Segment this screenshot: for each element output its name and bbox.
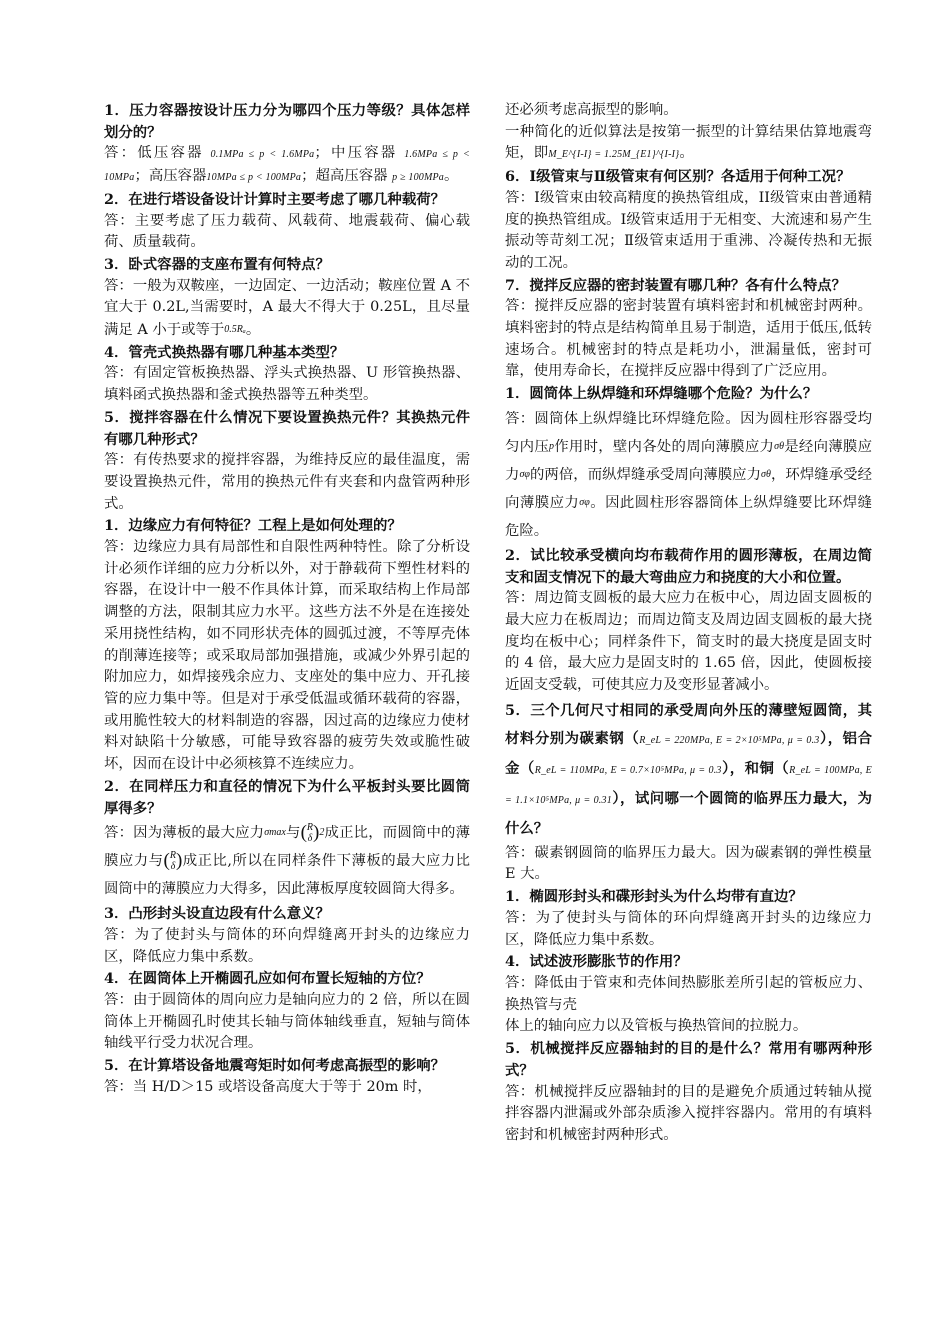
- answer-3: 答：一般为双鞍座，一边固定、一边活动；鞍座位置 A 不宜大于 0.2L,当需要时，A 最大不得大于 0.25L，且尽量满足 A 小于或等于0.5Rₐ。: [104, 277, 470, 339]
- math-sigma-theta: σθ: [761, 468, 771, 480]
- answer-7: 答：因为薄板的最大应力σmax与( R δ )$^2$成正比，而圆筒中的薄膜应力与( R δ )成正比,所以在同样条件下薄板的最大应力比圆筒中的薄膜应力大得多，因此薄板厚度较圆筒大得多。: [104, 822, 470, 898]
- answer-13: 答：圆筒体上纵焊缝比环焊缝危险。因为圆柱形容器受均匀内压p作用时，壁内各处的周向薄膜应力σθ是经向薄膜应力σφ的两倍，而纵焊缝承受周向薄膜应力σθ，环焊缝承受经向薄膜应力σφ。因此圆柱形容器筒体上纵焊缝要比环焊缝危险。: [505, 410, 872, 539]
- answer-10: 答：当 H/D＞15 或塔设备高度大于等于 20m 时，: [104, 1078, 432, 1095]
- math-aluminum-alloy: R_eL = 110MPa, E = 0.7×10⁵MPa, μ = 0.3: [534, 764, 722, 776]
- question-11: 6．Ⅰ级管束与Ⅱ级管束有何区别？各适用于何种工况？: [505, 168, 851, 186]
- question-6: 1．边缘应力有何特征？工程上是如何处理的？: [104, 517, 402, 535]
- question-1: 1．压力容器按设计压力分为哪四个压力等级？具体怎样划分的？: [104, 102, 470, 141]
- question-9: 4．在圆筒体上开椭圆孔应如何布置长短轴的方位？: [104, 970, 431, 988]
- question-13: 1．圆筒体上纵焊缝和环焊缝哪个危险？为什么？: [505, 385, 818, 403]
- answer-8: 答：为了使封头与筒体的环向焊缝离开封头的边缘应力区，降低应力集中系数。: [104, 926, 470, 965]
- answer-1: 答：低压容器 0.1MPa ≤ p < 1.6MPa；中压容器 1.6MPa ≤ p < 10MPa；高压容器10MPa ≤ p < 100MPa；超高压容器 p ≥ 100MPa。: [104, 145, 471, 185]
- question-12: 7．搅拌反应器的密封装置有哪几种？各有什么特点？: [505, 276, 846, 294]
- math-sigma-phi: σφ: [579, 496, 590, 508]
- math-mid-pressure: 1.6MPa ≤ p < 10MPa: [104, 149, 471, 184]
- right-column: [505, 100, 872, 1147]
- answer-12: 答：搅拌反应器的密封装置有填料密封和机械密封两种。填料密封的特点是结构简单且易于制造，适用于低压,低转速场合。机械密封的特点是耗功小，泄漏量低，密封可靠，使用寿命长，在搅拌反应器中得到了广泛应用。: [505, 298, 872, 380]
- answer-5: 答：有传热要求的搅拌容器，为维持反应的最佳温度，需要设置换热元件，常用的换热元件有夹套和内盘管两种形式。: [104, 452, 470, 512]
- question-3: 3．卧式容器的支座布置有何特点？: [104, 255, 330, 273]
- answer-18: 答：机械搅拌反应器轴封的目的是避免介质通过转轴从搅拌容器内泄漏或外部杂质渗入搅拌容器内。常用的有填料密封和机械密封两种形式。: [505, 1083, 872, 1143]
- answer-10-continued: 还必须考虑高振型的影响。: [505, 102, 678, 118]
- answer-10-approximation: 一种简化的近似算法是按第一振型的计算结果估算地震弯矩，即M_E^{I-I} = 1.25M_{E1}^{I-I}。: [505, 123, 872, 162]
- question-5: 5．搅拌容器在什么情况下要设置换热元件？其换热元件有哪几种形式？: [104, 408, 470, 448]
- math-sigma-max: σmax: [264, 827, 286, 839]
- answer-16: 答：为了使封头与筒体的环向焊缝离开封头的边缘应力区，降低应力集中系数。: [505, 909, 872, 948]
- math-half-radius: 0.5Rₐ: [224, 324, 246, 336]
- math-sigma-phi: σφ: [519, 468, 530, 480]
- answer-15: 答：碳素钢圆筒的临界压力最大。因为碳素钢的弹性模量 E 大。: [505, 844, 872, 883]
- math-ultra-pressure: p ≥ 100MPa: [392, 172, 445, 184]
- question-8: 3．凸形封头设直边段有什么意义？: [104, 905, 330, 923]
- math-sigma-theta: σθ: [774, 440, 784, 452]
- question-16: 1．椭圆形封头和碟形封头为什么均带有直边？: [505, 888, 803, 906]
- math-carbon-steel: R_eL = 220MPa, E = 2×10⁵MPa, μ = 0.3: [639, 734, 820, 746]
- question-10: 5．在计算塔设备地震弯矩时如何考虑高振型的影响？: [104, 1057, 445, 1075]
- math-low-pressure: 0.1MPa ≤ p < 1.6MPa: [210, 149, 315, 161]
- question-4: 4．管壳式换热器有哪几种基本类型？: [104, 343, 345, 361]
- math-high-pressure: 10MPa ≤ p < 100MPa: [206, 172, 302, 184]
- math-copper: R_eL = 100MPa, E = 1.1×10⁵MPa, μ = 0.31: [505, 764, 872, 806]
- math-pressure-p: p: [548, 440, 554, 452]
- math-fraction-r-delta: R δ: [169, 850, 176, 873]
- answer-17: 答：降低由于管束和壳体间热膨胀差所引起的管板应力、换热管与壳: [505, 974, 872, 1013]
- answer-11: 答：I级管束由较高精度的换热管组成，II级管束由普通精度的换热管组成。Ⅰ级管束适用于无相变、大流速和易产生振动等苛刻工况；Ⅱ级管束适用于重沸、冷凝传热和无振动的工况。: [505, 189, 872, 271]
- question-7: 2．在同样压力和直径的情况下为什么平板封头要比圆筒厚得多？: [104, 777, 470, 817]
- question-17: 4．试述波形膨胀节的作用？: [505, 953, 688, 971]
- answer-14: 答：周边简支圆板的最大应力在板中心，周边固支圆板的最大应力在板周边；而周边简支及周边固支圆板的最大挠度均在板中心；同样条件下，简支时的最大挠度是固支时的 4 倍，最大应力是固支时的 1.65 倍，因此，使圆板接近固支受载，可使其应力及变形显著减小。: [505, 590, 872, 694]
- question-2: 2．在进行塔设备设计计算时主要考虑了哪几种载荷？: [104, 190, 445, 208]
- question-14: 2．试比较承受横向均布载荷作用的圆形薄板，在周边简支和固支情况下的最大弯曲应力和挠度的大小和位置。: [505, 546, 872, 586]
- answer-4: 答：有固定管板换热器、浮头式换热器、U 形管换热器、填料函式换热器和釜式换热器等五种类型。: [104, 365, 470, 404]
- question-18: 5．机械搅拌反应器轴封的目的是什么？常用有哪两种形式？: [505, 1040, 872, 1079]
- math-fraction-r-delta-squared: R δ: [306, 822, 313, 845]
- answer-9: 答：由于圆筒体的周向应力是轴向应力的 2 倍，所以在圆筒体上开椭圆孔时使其长轴与筒体轴线垂直，短轴与筒体轴线平行受力状况合理。: [104, 992, 470, 1052]
- math-seismic-moment: M_E^{I-I} = 1.25M_{E1}^{I-I}: [548, 149, 680, 161]
- question-15: 5．三个几何尺寸相同的承受周向外压的薄壁短圆筒，其材料分别为碳素钢（R_eL = 220MPa, E = 2×10⁵MPa, μ = 0.3），铝合金（R_eL = 110MPa, E = 0.7×10⁵MPa, μ = 0.3），和铜（R_eL = 100MPa, E = 1.1×10⁵MPa, μ = 0.31），试问哪一个圆筒的临界压力最大，为什么？: [505, 701, 872, 837]
- answer-6: 答：边缘应力具有局部性和自限性两种特性。除了分析设计必须作详细的应力分析以外，对于静载荷下塑性材料的容器，在设计中一般不作具体计算，而采取结构上作局部调整的方法，限制其应力水平。这些方法不外是在连接处采用挠性结构，如不同形状壳体的圆弧过渡，不等厚壳体的削薄连接等；或采取局部加强措施，或减少外界引起的附加应力，如焊接残余应力、支座处的集中应力、开孔接管的应力集中等。但是对于承受低温或循环载荷的容器，或用脆性较大的材料制造的容器，因过高的边缘应力使材料对缺陷十分敏感，可能导致容器的疲劳失效或脆性破坏，因而在设计中必须核算不连续应力。: [104, 539, 470, 773]
- answer-2: 答：主要考虑了压力载荷、风载荷、地震载荷、偏心载荷、质量载荷。: [104, 212, 470, 251]
- left-column: [104, 100, 470, 1099]
- answer-17-continued: 体上的轴向应力以及管板与换热管间的拉脱力。: [505, 1018, 808, 1035]
